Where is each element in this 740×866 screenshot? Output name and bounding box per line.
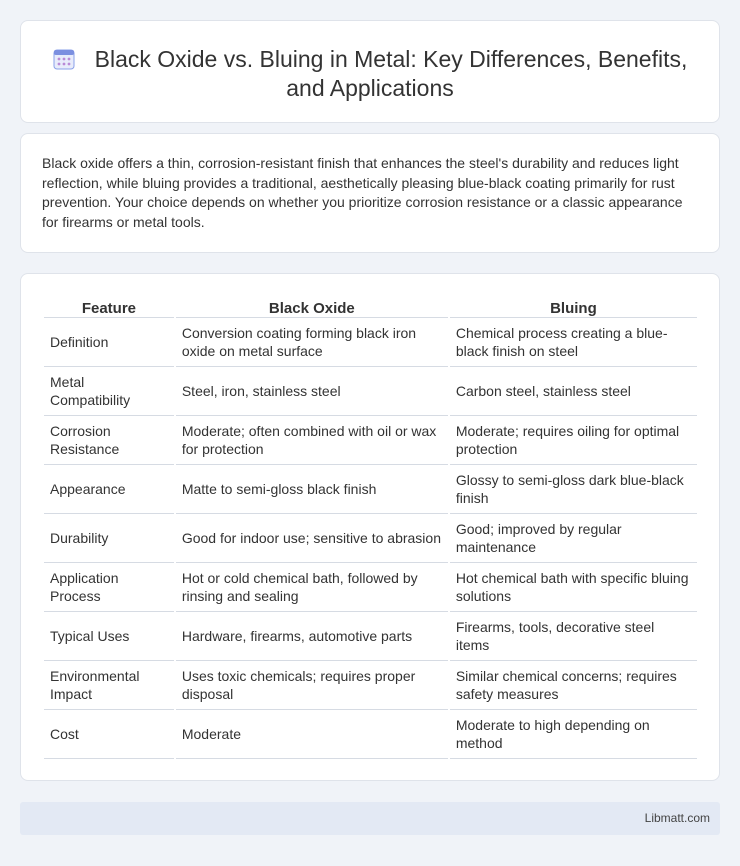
bluing-cell: Good; improved by regular maintenance	[450, 514, 697, 563]
table-row	[44, 612, 697, 661]
page-title-wrap	[21, 45, 719, 103]
table-row	[44, 318, 697, 367]
black-oxide-cell: Steel, iron, stainless steel	[176, 367, 448, 416]
feature-cell: Durability	[44, 514, 174, 563]
intro-card	[20, 133, 720, 253]
bluing-cell: Carbon steel, stainless steel	[450, 367, 697, 416]
table-row	[44, 416, 697, 465]
feature-cell: Appearance	[44, 465, 174, 514]
intro-paragraph: Black oxide offers a thin, corrosion-resistant finish that enhances the steel's durability and reduces light reflection, while bluing provides a traditional, aesthetically pleasing blue-black coating primarily for rust prevention. Your choice depends on whether you prioritize corrosion resistance or a classic appearance for firearms or metal tools.	[42, 155, 683, 230]
feature-cell: Cost	[44, 710, 174, 759]
header-black-oxide: Black Oxide	[176, 296, 448, 318]
table-row	[44, 514, 697, 563]
black-oxide-cell: Good for indoor use; sensitive to abrasion	[176, 514, 448, 563]
feature-cell: Definition	[44, 318, 174, 367]
black-oxide-cell: Matte to semi-gloss black finish	[176, 465, 448, 514]
bluing-cell: Firearms, tools, decorative steel items	[450, 612, 697, 661]
feature-cell: Application Process	[44, 563, 174, 612]
table-row	[44, 661, 697, 710]
black-oxide-cell: Hot or cold chemical bath, followed by rinsing and sealing	[176, 563, 448, 612]
feature-cell: Metal Compatibility	[44, 367, 174, 416]
table-row	[44, 563, 697, 612]
black-oxide-cell: Moderate	[176, 710, 448, 759]
title-card	[20, 20, 720, 123]
header-bluing: Bluing	[450, 296, 697, 318]
header-feature: Feature	[44, 296, 174, 318]
black-oxide-cell: Conversion coating forming black iron oxide on metal surface	[176, 318, 448, 367]
feature-cell: Environmental Impact	[44, 661, 174, 710]
bluing-cell: Similar chemical concerns; requires safety measures	[450, 661, 697, 710]
black-oxide-cell: Moderate; often combined with oil or wax for protection	[176, 416, 448, 465]
footer-bar	[20, 802, 720, 835]
table-header-row	[44, 296, 697, 318]
page-title: Black Oxide vs. Bluing in Metal: Key Differences, Benefits, and Applications	[94, 46, 688, 101]
black-oxide-cell: Hardware, firearms, automotive parts	[176, 612, 448, 661]
bluing-cell: Chemical process creating a blue-black finish on steel	[450, 318, 697, 367]
bluing-cell: Hot chemical bath with specific bluing solutions	[450, 563, 697, 612]
feature-cell: Typical Uses	[44, 612, 174, 661]
calendar-grid-icon	[53, 48, 75, 70]
table-row	[44, 465, 697, 514]
feature-cell: Corrosion Resistance	[44, 416, 174, 465]
comparison-card	[20, 273, 720, 781]
bluing-cell: Moderate; requires oiling for optimal protection	[450, 416, 697, 465]
comparison-table	[42, 296, 699, 759]
table-row	[44, 367, 697, 416]
bluing-cell: Moderate to high depending on method	[450, 710, 697, 759]
footer-brand-link[interactable]: Libmatt.com	[644, 811, 710, 825]
black-oxide-cell: Uses toxic chemicals; requires proper disposal	[176, 661, 448, 710]
table-row	[44, 710, 697, 759]
bluing-cell: Glossy to semi-gloss dark blue-black finish	[450, 465, 697, 514]
